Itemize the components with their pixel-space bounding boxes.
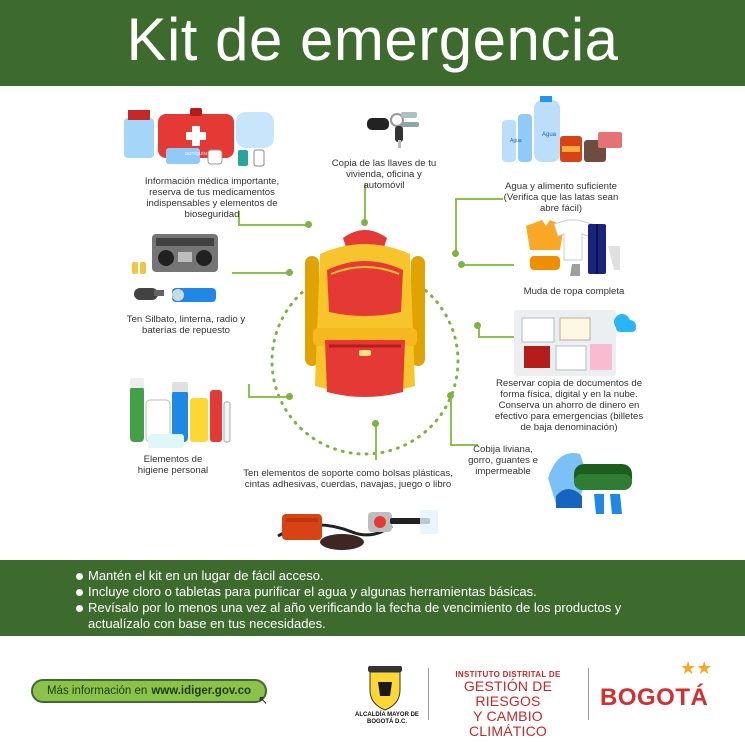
note-item: Incluye cloro o tabletas para purificar el agua y algunas herramientas básicas. (76, 584, 675, 600)
whistle-icon (134, 288, 164, 300)
caption-clothes: Muda de ropa completa (523, 286, 625, 297)
connector-dot (286, 269, 293, 276)
connector-medical-h (238, 224, 308, 226)
caption-documents: Reservar copia de documentos de forma física, digital y en la nube. Conserva un ahorro de dinero en efectivo para emergencias (billetes de baja denominación) (494, 378, 644, 433)
divider (588, 668, 589, 720)
footer (0, 636, 745, 745)
clothes-icon (520, 216, 624, 282)
header-banner (0, 0, 745, 86)
keys-icon (365, 106, 431, 148)
agua-label: Agua (542, 132, 557, 138)
blanket-icon (538, 442, 642, 518)
tools-icon (272, 496, 442, 554)
more-info-link[interactable] (31, 679, 267, 703)
idiger-line2: GESTIÓN DE RIESGOS (463, 678, 553, 709)
bogota-logo: BOGOTÁ (600, 684, 709, 711)
backpack-illustration (265, 216, 465, 506)
divider (428, 668, 429, 720)
caption-support: Ten elementos de soporte como bolsas plásticas, cintas adhesivas, cuerdas, navajas, juego o libro (243, 468, 453, 490)
botiquin-label: BOTIQUÍN (185, 151, 207, 156)
connector-blanket (450, 396, 452, 446)
first-aid-kit-icon (118, 104, 283, 170)
coat-of-arms-icon (366, 666, 404, 712)
page-title: Kit de emergencia (126, 6, 619, 73)
agua-label: Agua (510, 138, 522, 144)
connector-radio (232, 272, 288, 274)
note-item: Mantén el kit en un lugar de fácil acceso. (76, 568, 675, 584)
connector-clothes (462, 264, 514, 266)
hygiene-icon (126, 376, 236, 452)
infographic (0, 86, 745, 560)
alcaldia-label: ALCALDÍA MAYOR DE BOGOTÁ D.C. (355, 712, 419, 725)
idiger-line3: Y CAMBIO CLIMÁTICO (468, 708, 548, 739)
connector-hygiene-v (248, 384, 250, 398)
connector-hygiene (248, 396, 288, 398)
caption-radio: Ten Silbato, linterna, radio y baterías de repuesto (126, 314, 246, 336)
connector-dot (372, 420, 379, 427)
connector-dot (452, 250, 459, 257)
cloud-icon (614, 314, 636, 332)
stars-icon: ★★ (680, 658, 713, 678)
flashlight-icon (172, 288, 216, 302)
notes-panel (0, 560, 745, 636)
documents-icon (510, 308, 640, 378)
cursor-icon: ↖ (258, 693, 269, 707)
connector-dot (458, 261, 465, 268)
caption-blanket: Cobija liviana, gorro, guantes e impermeable (468, 444, 538, 477)
connector-water (455, 198, 457, 254)
idiger-line1: INSTITUTO DISTRITAL DE (455, 670, 561, 679)
caption-water: Agua y alimento suficiente (Verifica que las latas sean abre fácil) (503, 181, 619, 214)
backpack-icon (305, 230, 425, 397)
connector-water-h (455, 198, 503, 200)
caption-keys: Copia de las llaves de tu vivienda, oficina y automóvil (331, 158, 437, 191)
connector-dot (361, 219, 368, 226)
notes-list (76, 568, 675, 632)
caption-medical: Información médica importante, reserva de tus medicamentos indispensables y elementos de bioseguridad (144, 176, 280, 220)
connector-dot (305, 221, 312, 228)
connector-dot (286, 393, 293, 400)
note-item: Revísalo por lo menos una vez al año verificando la fecha de vencimiento de los productos y actualízalo con base en tus necesidades. (76, 600, 675, 632)
water-bottles-icon (500, 96, 626, 168)
connector-dot (474, 322, 481, 329)
caption-hygiene: Elementos de higiene personal (137, 454, 209, 476)
radio-icon (126, 228, 226, 312)
connector-documents (478, 336, 514, 338)
connector-dot (447, 392, 454, 399)
idiger-logo (438, 670, 578, 739)
connector-support (375, 424, 377, 460)
more-info-prefix: Más información en (46, 685, 148, 697)
more-info-url: www.idiger.gov.co (151, 685, 252, 697)
